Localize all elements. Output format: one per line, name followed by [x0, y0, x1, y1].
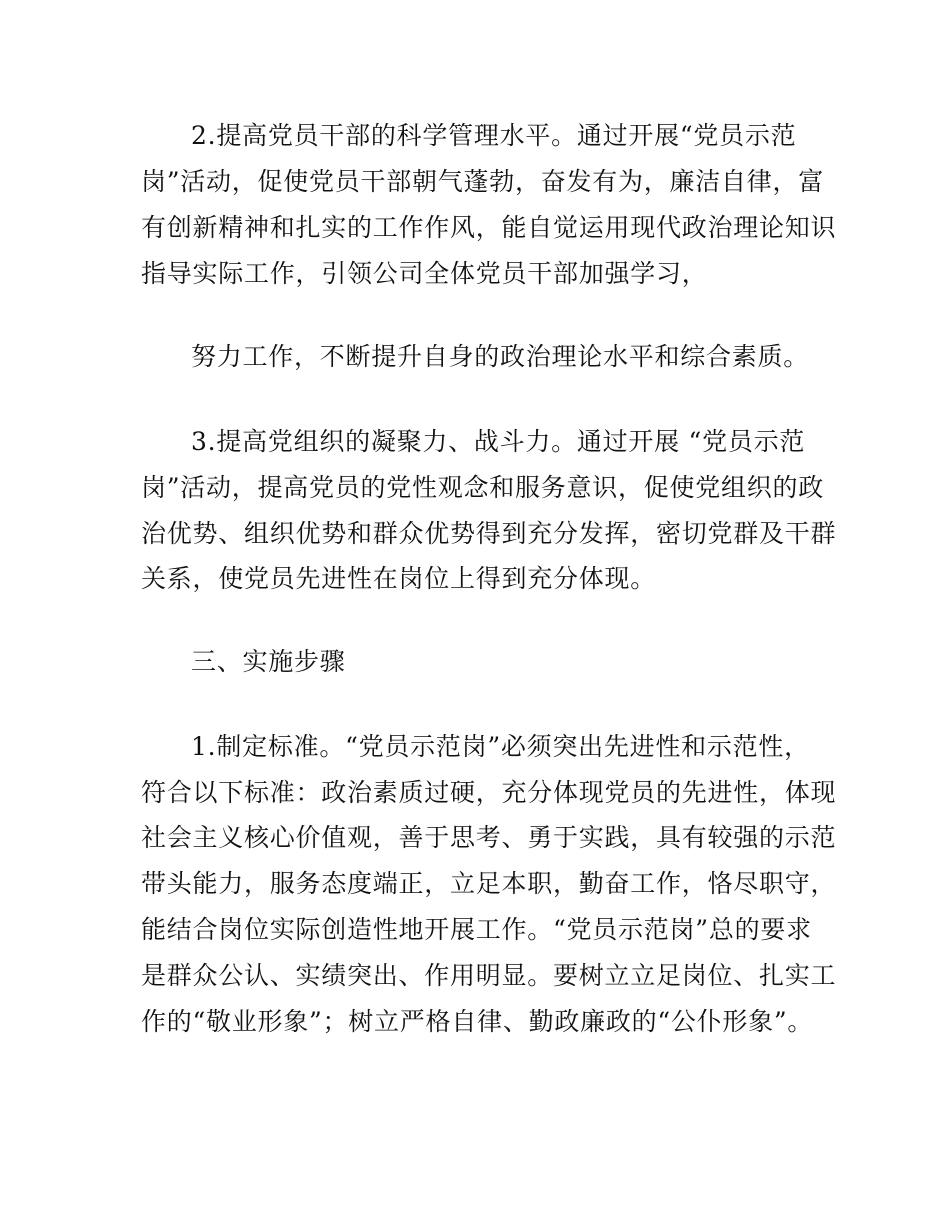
paragraph-3-line-4: 关系，使党员先进性在岗位上得到充分体现。: [141, 564, 657, 593]
paragraph-2-line-3: 有创新精神和扎实的工作作风，能自觉运用现代政治理论知识: [141, 213, 837, 242]
step-1-line-2: 符合以下标准：政治素质过硬，充分体现党员的先进性，体现: [141, 778, 837, 807]
step-1-line-6: 是群众公认、实绩突出、作用明显。要树立立足岗位、扎实工: [141, 961, 837, 990]
paragraph-3-line-2: 岗”活动，提高党员的党性观念和服务意识，促使党组织的政: [141, 473, 825, 502]
paragraph-2-continuation: 努力工作，不断提升自身的政治理论水平和综合素质。: [191, 342, 810, 371]
paragraph-3-line-1: 3.提高党组织的凝聚力、战斗力。通过开展 “党员示范: [191, 427, 806, 456]
step-1-line-4: 带头能力，服务态度端正，立足本职，勤奋工作，恪尽职守，: [141, 869, 837, 898]
step-1-line-3: 社会主义核心价值观，善于思考、勇于实践，具有较强的示范: [141, 823, 837, 852]
paragraph-3-line-3: 治优势、组织优势和群众优势得到充分发挥，密切党群及干群: [141, 519, 837, 548]
paragraph-2-line-4: 指导实际工作，引领公司全体党员干部加强学习，: [141, 259, 708, 288]
step-1-line-5: 能结合岗位实际创造性地开展工作。“党员示范岗”总的要求: [141, 915, 812, 944]
step-1-line-1: 1.制定标准。“党员示范岗”必须突出先进性和示范性，: [191, 732, 810, 761]
step-1-line-7: 作的“敬业形象”；树立严格自律、勤政廉政的“公仆形象”。: [141, 1007, 814, 1036]
paragraph-2-line-2: 岗”活动，促使党员干部朝气蓬勃，奋发有为，廉洁自律，富: [141, 167, 825, 196]
section-heading: 三、实施步骤: [191, 647, 346, 676]
paragraph-2-line-1: 2.提高党员干部的科学管理水平。通过开展“党员示范: [191, 121, 797, 150]
